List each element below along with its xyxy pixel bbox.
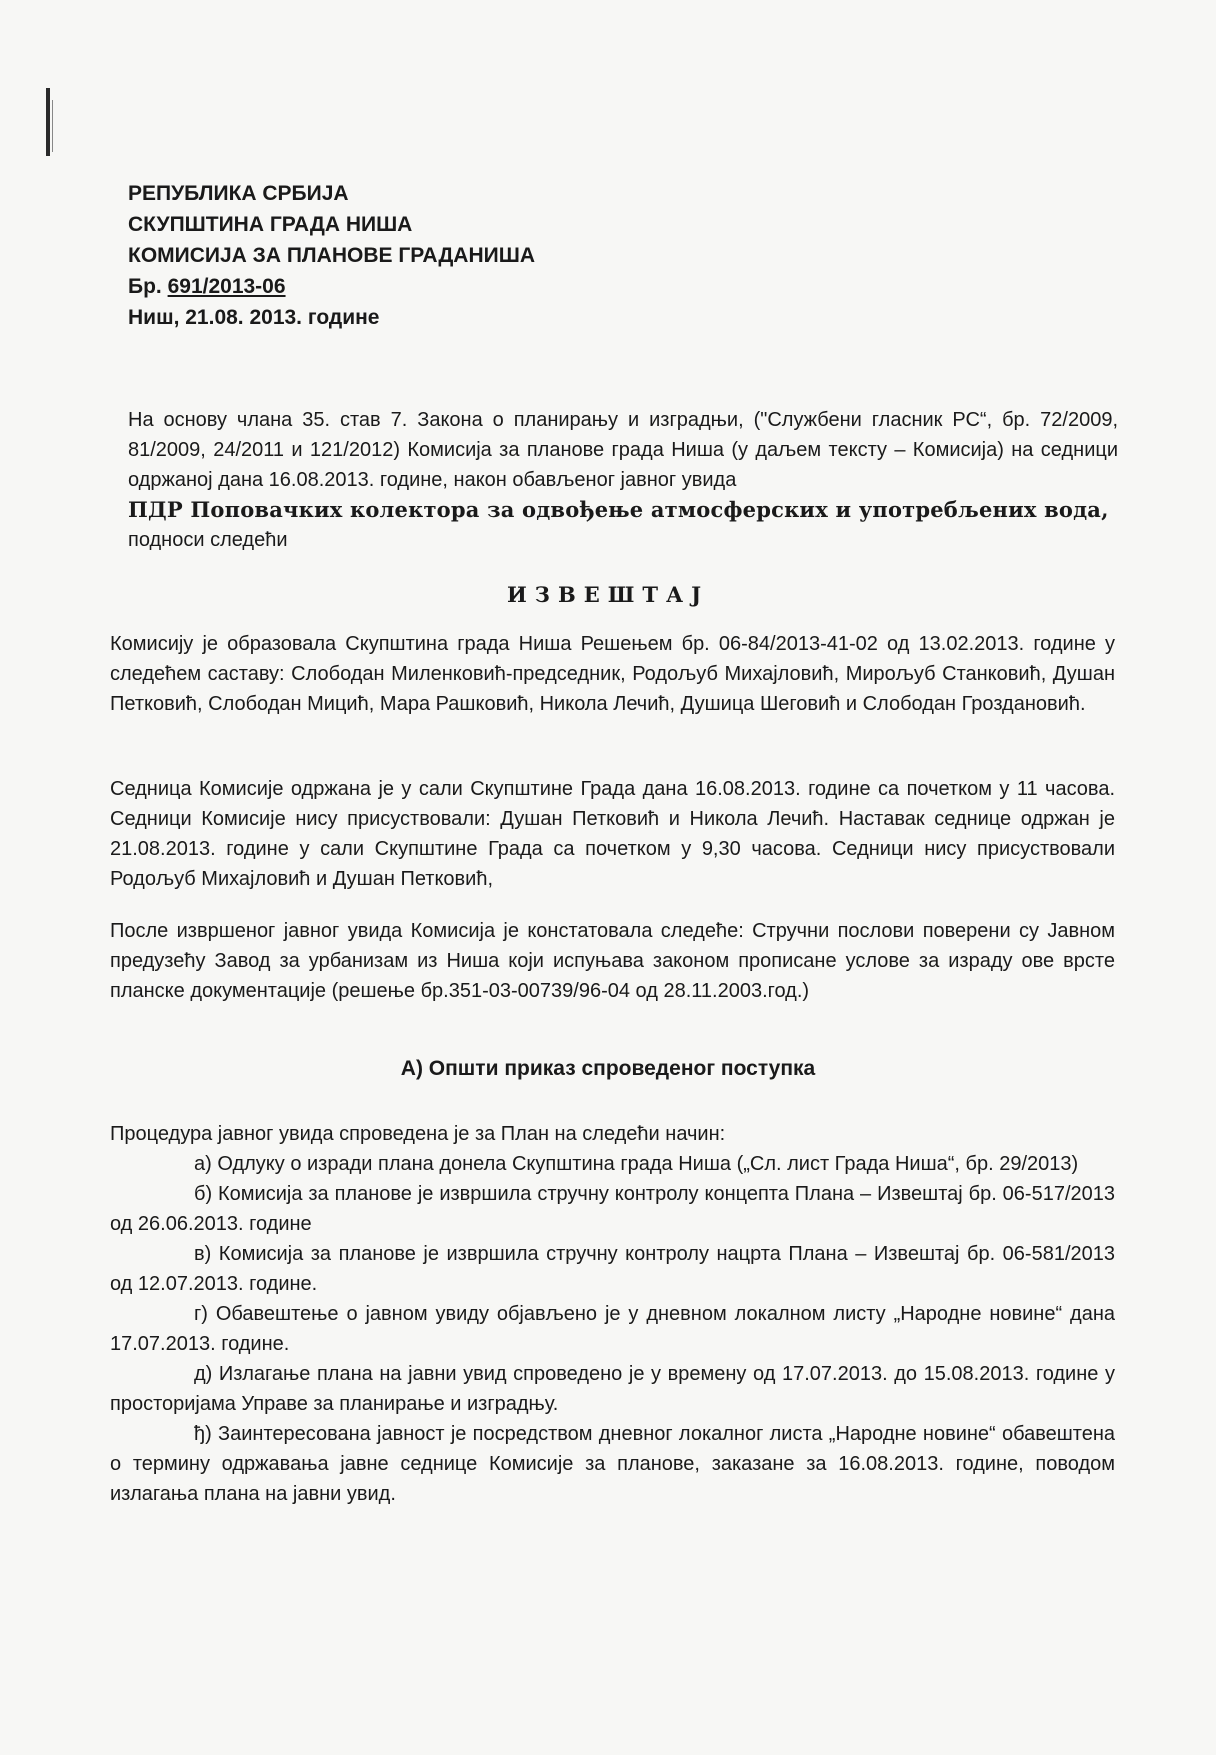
number-prefix: Бр. — [128, 275, 168, 298]
document-header — [128, 178, 535, 333]
document-number — [128, 271, 535, 302]
procedure-item: г) Обавештење о јавном увиду објављено је у дневном локалном листу „Народне новине“ дана 17.07.2013. године. — [110, 1303, 1115, 1355]
intro-paragraph — [128, 405, 1118, 555]
paragraph-session: Седница Комисије одржана је у сали Скупштине Града дана 16.08.2013. године са почетком у 11 часова. Седници Комисије нису присуствовали: Душан Петковић и Никола Лечић. Наставак седнице одржан је 21.08.2013. године у сали Скупштине Града са почетком у 9,30 часова. Седници нису присуствовали Родољуб Михајловић и Душан Петковић, — [110, 778, 1115, 890]
scan-artifact — [52, 100, 53, 152]
paragraph-commission: Комисију је образовала Скупштина града Ниша Решењем бр. 06-84/2013-41-02 од 13.02.2013. године у следећем саставу: Слободан Миленковић-председник, Родољуб Михајловић, Мирољуб Станковић, Душан Петковић, Слободан Мицић, Мара Рашковић, Никола Лечић, Душица Шеговић и Слободан Гроздановић. — [110, 633, 1115, 715]
procedure-item: б) Комисија за планове је извршила стручну контролу концепта Плана – Извештај бр. 06-517/2013 од 26.06.2013. године — [110, 1183, 1115, 1235]
report-title: ИЗВЕШТАЈ — [506, 582, 710, 607]
document-date: Ниш, 21.08. 2013. године — [128, 306, 380, 329]
header-commission: КОМИСИЈА ЗА ПЛАНОВЕ ГРАДАНИША — [128, 244, 535, 267]
procedure-item: д) Излагање плана на јавни увид спроведено је у времену од 17.07.2013. до 15.08.2013. године у просторијама Управе за планирање и изградњу. — [110, 1363, 1115, 1415]
header-assembly: СКУПШТИНА ГРАДА НИША — [128, 213, 413, 236]
scan-artifact — [46, 88, 50, 156]
procedure-lead: Процедура јавног увида спроведена је за План на следећи начин: — [110, 1123, 726, 1145]
intro-closing: подноси следећи — [128, 529, 288, 551]
procedure-list — [110, 1119, 1115, 1509]
procedure-item: ђ) Заинтересована јавност је посредством дневног локалног листа „Народне новине“ обавештена о термину одржавања јавне седнице Комисије за планове, заказане за 16.08.2013. године, поводом излагања плана на јавни увид. — [110, 1423, 1115, 1505]
intro-text: На основу члана 35. став 7. Закона о планирању и изградњи, ("Службени гласник РС“, бр. 72/2009, 81/2009, 24/2011 и 121/2012) Комисија за планове града Ниша (у даљем тексту – Комисија) на седници одржаној дана 16.08.2013. године, након обављеног јавног увида — [128, 409, 1118, 491]
plan-name: ПДР Поповачких колектора за одвођење атмосферских и употребљених вода, — [128, 497, 1109, 522]
procedure-item: а) Одлуку о изради плана донела Скупштина града Ниша („Сл. лист Града Ниша“, бр. 29/2013) — [194, 1153, 1079, 1175]
procedure-item: в) Комисија за планове је извршила стручну контролу нацрта Плана – Извештај бр. 06-581/2013 од 12.07.2013. године. — [110, 1243, 1115, 1295]
paragraph-findings: После извршеног јавног увида Комисија је констатовала следеће: Стручни послови поверени су Јавном предузећу Завод за урбанизам из Ниша који испуњава законом прописане услове за израду ове врсте планске документације (решење бр.351-03-00739/96-04 од 28.11.2003.год.) — [110, 920, 1115, 1002]
number-value: 691/2013-06 — [167, 275, 286, 298]
header-republic: РЕПУБЛИКА СРБИЈА — [128, 182, 349, 205]
section-heading: А) Општи приказ спроведеног поступка — [400, 1057, 816, 1080]
